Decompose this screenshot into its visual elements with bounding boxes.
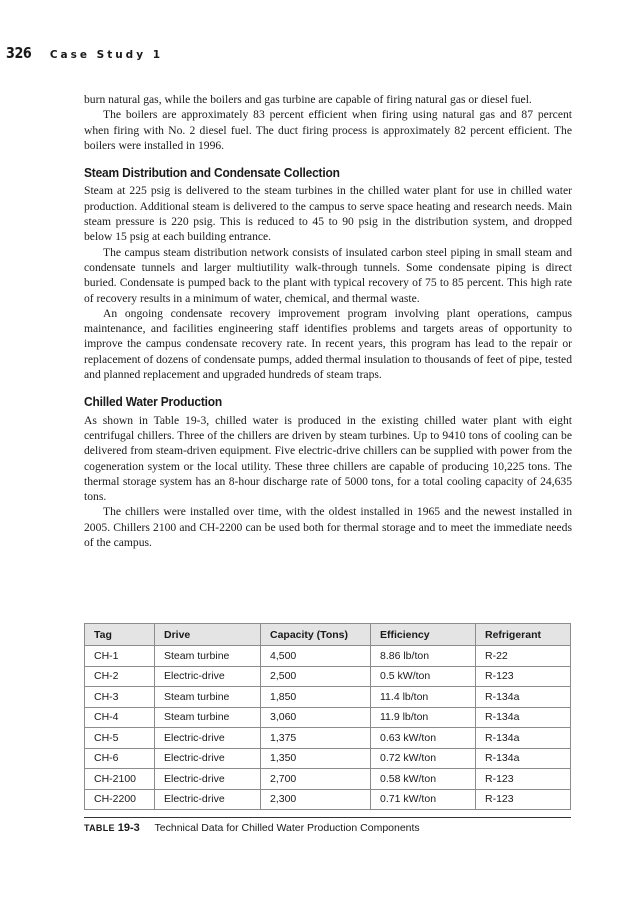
table-cell: CH-2 [85,666,155,687]
table-cell: R-134a [476,707,571,728]
column-header: Efficiency [371,624,476,646]
table-cell: 2,700 [261,769,371,790]
table-row [85,728,571,749]
table-cell: 1,850 [261,687,371,708]
table-row [85,769,571,790]
table-cell: Steam turbine [155,707,261,728]
table-cell: R-22 [476,646,571,667]
paragraph: Steam at 225 psig is delivered to the steam turbines in the chilled water plant for use in chilled water production. Additional steam is delivered to the campus to serve space heating and research needs. Main steam pressure is 220 psig. This is reduced to 45 to 90 psig in the distribution system, and dropped below 15 psig at each building entrance. [84,184,572,244]
table-cell: CH-2200 [85,789,155,810]
table-row [85,748,571,769]
table-cell: 1,375 [261,728,371,749]
table-cell: CH-1 [85,646,155,667]
table-cell: R-123 [476,769,571,790]
table-row [85,666,571,687]
table-cell: 0.71 kW/ton [371,789,476,810]
body-text [84,92,572,550]
table-cell: R-134a [476,687,571,708]
table-row [85,707,571,728]
chiller-data-table [84,623,571,810]
table-cell: 0.5 kW/ton [371,666,476,687]
table-cell: 8.86 lb/ton [371,646,476,667]
page-header [6,44,163,62]
caption-rule [84,817,571,818]
table-row [85,646,571,667]
section-heading: Chilled Water Production [84,394,223,410]
caption-number: 19-3 [117,822,140,834]
table-cell: Electric-drive [155,666,261,687]
running-title: Case Study 1 [49,49,164,61]
table-cell: 0.72 kW/ton [371,748,476,769]
table-cell: 11.4 lb/ton [371,687,476,708]
table-row [85,687,571,708]
column-header: Tag [85,624,155,646]
table-cell: 3,060 [261,707,371,728]
table-cell: Electric-drive [155,769,261,790]
table-cell: Steam turbine [155,646,261,667]
table-cell: 11.9 lb/ton [371,707,476,728]
table-cell: 0.58 kW/ton [371,769,476,790]
table-cell: 0.63 kW/ton [371,728,476,749]
table-cell: Electric-drive [155,728,261,749]
column-header: Refrigerant [476,624,571,646]
column-header: Capacity (Tons) [261,624,371,646]
table-cell: Electric-drive [155,789,261,810]
table-cell: CH-6 [85,748,155,769]
table-header-row [85,624,571,646]
table-cell: CH-2100 [85,769,155,790]
table-cell: R-134a [476,728,571,749]
table-caption [84,822,420,834]
table-row [85,789,571,810]
table-cell: 4,500 [261,646,371,667]
page-number: 326 [6,44,32,62]
paragraph: The campus steam distribution network consists of insulated carbon steel piping in small steam and condensate tunnels and larger multiutility walk-through tunnels. Some condensate piping is direct buried. Condensate is pumped back to the plant with typical recovery of 75 to 85 percent. This high rate of recovery results in a minimum of water, chemical, and thermal waste. [84,245,572,305]
table-cell: CH-4 [85,707,155,728]
section-heading: Steam Distribution and Condensate Collection [84,165,340,181]
column-header: Drive [155,624,261,646]
table-cell: 2,300 [261,789,371,810]
paragraph: The chillers were installed over time, with the oldest installed in 1965 and the newest installed in 2005. Chillers 2100 and CH-2200 can be used both for thermal storage and to meet the immediate needs of the campus. [84,505,572,550]
caption-label: TABLE [84,823,115,833]
paragraph: As shown in Table 19-3, chilled water is produced in the existing chilled water plant with eight centrifugal chillers. Three of the chillers are driven by steam turbines. Up to 9410 tons of cooling can be delivered from steam-driven equipment. Five electric-drive chillers can be supplied with power from the cogeneration system or the local utility. These three chillers are capable of producing 10,225 tons. The thermal storage system has an 8-hour discharge rate of 5000 tons, for a total cooling capacity of 24,635 tons. [84,413,572,504]
paragraph: The boilers are approximately 83 percent efficient when firing using natural gas and 87 percent when firing with No. 2 diesel fuel. The duct firing process is approximately 82 percent efficient. The boilers were installed in 1996. [84,108,572,152]
table-cell: CH-3 [85,687,155,708]
paragraph: burn natural gas, while the boilers and gas turbine are capable of firing natural gas or diesel fuel. [84,93,532,106]
table-cell: 1,350 [261,748,371,769]
table-cell: 2,500 [261,666,371,687]
table-cell: R-134a [476,748,571,769]
table-cell: R-123 [476,789,571,810]
paragraph: An ongoing condensate recovery improvement program involving plant operations, campus maintenance, and facilities engineering staff identifies problems and targets areas of opportunity to improve the campus condensate recovery rate. In recent years, this program has lead to the repair or replacement of dozens of condensate pumps, added thermal insulation to thousands of feet of pipe, tested and planned replacement and upgraded hundreds of steam traps. [84,306,572,382]
table-cell: R-123 [476,666,571,687]
caption-text: Technical Data for Chilled Water Production Components [154,822,420,834]
table-cell: Electric-drive [155,748,261,769]
table-cell: CH-5 [85,728,155,749]
table-cell: Steam turbine [155,687,261,708]
